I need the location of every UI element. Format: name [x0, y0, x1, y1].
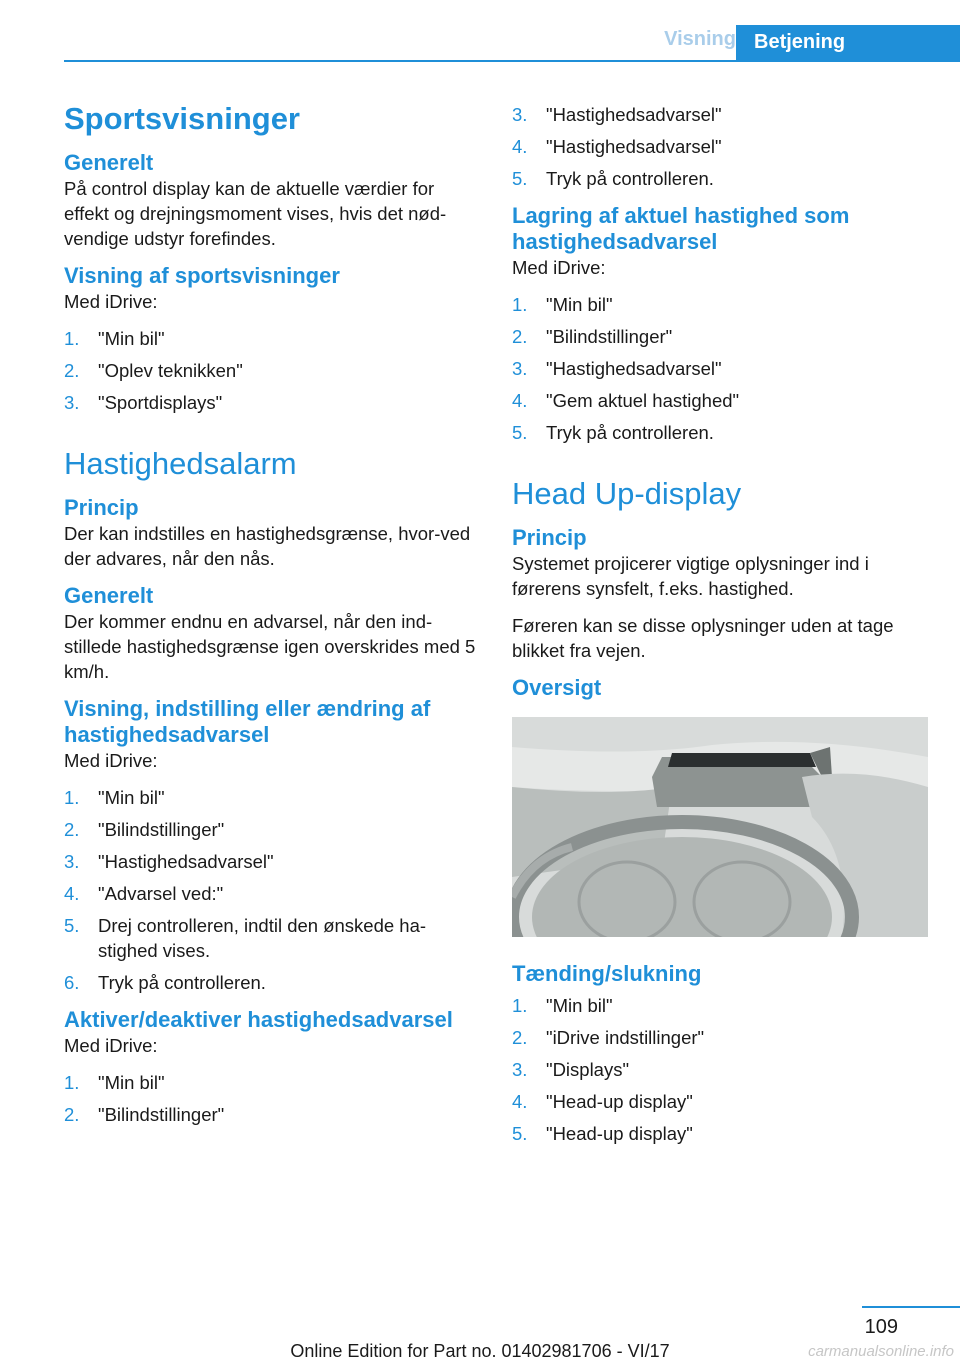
list-item-number: 2.	[64, 360, 80, 381]
paragraph-med-idrive-4: Med iDrive:	[512, 257, 606, 278]
list-item-text: "Min bil"	[546, 995, 613, 1016]
list-item-number: 4.	[64, 883, 80, 904]
dashboard-drawing	[512, 717, 928, 937]
section-title-sportsvisninger: Sportsvisninger	[64, 101, 300, 136]
steps-list-advarsel	[64, 785, 480, 995]
list-item-text: "Head-up display"	[546, 1123, 693, 1144]
edition-line: Online Edition for Part no. 01402981706 - VI/17	[290, 1341, 670, 1361]
list-item	[64, 390, 480, 415]
list-item	[512, 292, 928, 317]
list-item-text: "iDrive indstillinger"	[546, 1027, 705, 1048]
list-item	[512, 1089, 928, 1114]
list-item-text: "Hastighedsadvarsel"	[546, 104, 722, 125]
list-item-text: "Displays"	[546, 1059, 630, 1080]
heading-princip: Princip	[64, 495, 139, 520]
section-title-hastighedsalarm: Hastighedsalarm	[64, 446, 297, 481]
list-item-number: 1.	[64, 1072, 80, 1093]
list-item	[64, 1070, 480, 1095]
heading-princip-hud: Princip	[512, 525, 587, 550]
list-item-number: 2.	[64, 819, 80, 840]
list-item-text: "Gem aktuel hastighed"	[546, 390, 740, 411]
list-item	[512, 1121, 928, 1146]
section-title-head-up-display: Head Up-display	[512, 476, 742, 511]
list-item-text: "Oplev teknikken"	[98, 360, 243, 381]
list-item	[64, 785, 480, 810]
list-item-number: 2.	[64, 1104, 80, 1125]
list-item-text: "Sportdisplays"	[98, 392, 223, 413]
list-item-number: 1.	[64, 787, 80, 808]
list-item	[64, 849, 480, 874]
list-item-text: "Head-up display"	[546, 1091, 693, 1112]
list-item	[512, 1025, 928, 1050]
list-item-number: 3.	[512, 104, 528, 125]
header-rule	[64, 60, 960, 62]
steps-list-taending	[512, 993, 928, 1146]
watermark: carmanualsonline.info	[808, 1343, 954, 1360]
list-item-number: 5.	[512, 168, 528, 189]
header-tab-betjening: Betjening	[736, 25, 960, 61]
list-item	[64, 881, 480, 906]
paragraph-med-idrive-3: Med iDrive:	[64, 1035, 158, 1056]
right-column	[512, 102, 928, 1158]
heading-aktiver-deaktiver: Aktiver/deaktiver hastighedsadvarsel	[64, 1007, 453, 1032]
steps-list-aktiver	[64, 1070, 480, 1127]
paragraph-generelt-2: Der kommer endnu en advarsel, når den ind-stillede hastighedsgrænse igen overskrides med 5 km/h.	[64, 611, 476, 682]
list-item-number: 3.	[512, 358, 528, 379]
list-item-number: 3.	[64, 392, 80, 413]
list-item-number: 4.	[512, 136, 528, 157]
list-item-text: "Hastighedsadvarsel"	[546, 136, 722, 157]
paragraph-princip-hud-1: Systemet projicerer vigtige oplysninger ind i førerens synsfelt, f.eks. hastighed.	[512, 553, 869, 599]
list-item-text: Tryk på controlleren.	[546, 168, 714, 189]
list-item	[64, 817, 480, 842]
left-column	[64, 100, 480, 1139]
steps-list-aktiver-cont	[512, 102, 928, 191]
list-item	[512, 166, 928, 191]
list-item-number: 2.	[512, 1027, 528, 1048]
list-item-text: "Advarsel ved:"	[98, 883, 224, 904]
list-item-text: "Hastighedsadvarsel"	[546, 358, 722, 379]
heading-visning-hastighedsadvarsel: Visning, indstilling eller ændring af hastighedsadvarsel	[64, 696, 431, 747]
heading-generelt-2: Generelt	[64, 583, 154, 608]
list-item-number: 2.	[512, 326, 528, 347]
list-item-text: "Min bil"	[98, 1072, 165, 1093]
page-header	[0, 0, 960, 64]
steps-list-lagring	[512, 292, 928, 445]
list-item	[64, 970, 480, 995]
list-item-text: Tryk på controlleren.	[98, 972, 266, 993]
list-item-text: "Bilindstillinger"	[546, 326, 673, 347]
list-item-number: 3.	[64, 851, 80, 872]
list-item	[512, 356, 928, 381]
list-item-number: 1.	[512, 995, 528, 1016]
head-up-display-illustration	[512, 717, 928, 937]
list-item-number: 5.	[512, 1123, 528, 1144]
list-item	[512, 388, 928, 413]
list-item-number: 6.	[64, 972, 80, 993]
list-item	[64, 913, 480, 963]
list-item	[64, 326, 480, 351]
header-tab-visning: Visning	[664, 28, 736, 50]
list-item-number: 1.	[512, 294, 528, 315]
list-item-number: 3.	[512, 1059, 528, 1080]
list-item-text: "Min bil"	[546, 294, 613, 315]
list-item	[512, 1057, 928, 1082]
list-item-number: 5.	[512, 422, 528, 443]
list-item-number: 5.	[64, 915, 80, 936]
list-item-text: Drej controlleren, indtil den ønskede ha-stighed vises.	[98, 915, 427, 961]
list-item-text: Tryk på controlleren.	[546, 422, 714, 443]
list-item-text: "Min bil"	[98, 328, 165, 349]
list-item-text: "Bilindstillinger"	[98, 1104, 225, 1125]
list-item	[512, 102, 928, 127]
list-item	[512, 420, 928, 445]
list-item-text: "Min bil"	[98, 787, 165, 808]
heading-lagring: Lagring af aktuel hastighed som hastighedsadvarsel	[512, 203, 850, 254]
page-number: 109	[864, 1316, 898, 1338]
list-item	[512, 993, 928, 1018]
heading-generelt: Generelt	[64, 150, 154, 175]
paragraph-generelt: På control display kan de aktuelle værdier for effekt og drejningsmoment vises, hvis det nød-vendige udstyr forefindes.	[64, 178, 447, 249]
heading-oversigt: Oversigt	[512, 675, 602, 700]
list-item	[512, 324, 928, 349]
list-item	[64, 1102, 480, 1127]
heading-visning-sportsvisninger: Visning af sportsvisninger	[64, 263, 340, 288]
list-item-text: "Hastighedsadvarsel"	[98, 851, 274, 872]
paragraph-princip-hud-2: Føreren kan se disse oplysninger uden at tage blikket fra vejen.	[512, 615, 894, 661]
list-item-number: 4.	[512, 1091, 528, 1112]
paragraph-med-idrive: Med iDrive:	[64, 291, 158, 312]
footer-rule	[862, 1306, 960, 1308]
steps-list-sport	[64, 326, 480, 415]
list-item-number: 4.	[512, 390, 528, 411]
list-item	[512, 134, 928, 159]
list-item-number: 1.	[64, 328, 80, 349]
list-item-text: "Bilindstillinger"	[98, 819, 225, 840]
list-item	[64, 358, 480, 383]
heading-taending-slukning: Tænding/slukning	[512, 961, 702, 986]
paragraph-med-idrive-2: Med iDrive:	[64, 750, 158, 771]
paragraph-princip: Der kan indstilles en hastighedsgrænse, hvor-ved der advares, når den nås.	[64, 523, 471, 569]
